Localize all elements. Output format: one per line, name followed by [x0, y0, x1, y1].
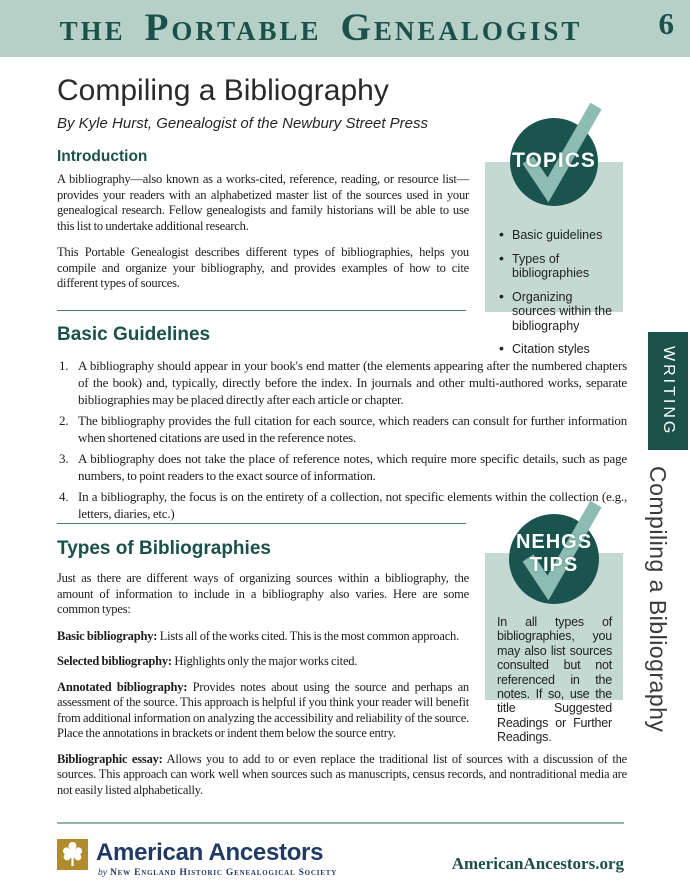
- introduction-paragraph-2: This Portable Genealogist describes different types of bibliographies, helps you compile and organize your bibliography, and provides examples of how to cite different types of sources.: [57, 245, 469, 290]
- type-description: Provides notes about using the source and perhaps an assessment of the source. This approach is helpful if you think your reader will benefit from additional information on analyzing the accessibility and reliability of the source. Place the annotations in brackets or indent them below the source entry.: [57, 679, 469, 740]
- nehgs-tips-badge-label: NEHGS TIPS: [515, 531, 593, 576]
- page-title: Compiling a Bibliography: [57, 74, 389, 107]
- type-entry-bibliographic-essay: [57, 752, 627, 799]
- topics-badge-label: TOPICS: [512, 149, 596, 172]
- type-entry-basic: [57, 629, 469, 645]
- section-divider: [57, 523, 466, 524]
- type-term: Selected bibliography:: [57, 654, 172, 668]
- oak-leaf-icon: [57, 839, 88, 870]
- guideline-item: A bibliography does not take the place of reference notes, which require more specific details, such as page numbers, to point readers to the exact source of information.: [78, 451, 627, 483]
- masthead-word-portable: PORTABLE: [144, 6, 322, 49]
- vertical-document-title: Compiling a Bibliography: [645, 466, 671, 733]
- type-entry-selected: [57, 654, 469, 670]
- type-term: Annotated bibliography:: [57, 679, 188, 694]
- topics-list-item: • Basic guidelines: [499, 228, 613, 243]
- category-tab: [648, 332, 688, 450]
- introduction-paragraph-1: A bibliography—also known as a works-cited, reference, reading, or resource list—provides your readers with an alphabetized master list of the sources used in your genealogical research. Fellow genealogists and family historians will be able to use this list to undertake additional research.: [57, 172, 469, 233]
- introduction-heading: Introduction: [57, 148, 148, 165]
- issue-number: 6: [658, 6, 674, 41]
- section-divider: [57, 310, 466, 311]
- type-entry-annotated: [57, 680, 469, 742]
- topics-list-item: • Citation styles: [499, 342, 613, 357]
- types-intro-paragraph: Just as there are different ways of organizing sources within a bibliography, the amount of information to include in a bibliography also varies. Here are some common types:: [57, 571, 469, 616]
- masthead-banner: [0, 0, 690, 57]
- type-term: Bibliographic essay:: [57, 751, 163, 766]
- footer-divider: [57, 822, 624, 824]
- brand-name: American Ancestors: [96, 839, 324, 866]
- topics-list-item: • Types of bibliographies: [499, 252, 613, 281]
- website-link[interactable]: AmericanAncestors.org: [451, 854, 624, 873]
- byline: By Kyle Hurst, Genealogist of the Newbury Street Press: [57, 115, 428, 132]
- section-introduction: [57, 148, 469, 303]
- type-term: Basic bibliography:: [57, 628, 158, 643]
- type-description: Lists all of the works cited. This is the most common approach.: [159, 628, 460, 643]
- topics-list-item: • Organizing sources within the bibliography: [499, 290, 613, 334]
- type-description: Allows you to add to or even replace the traditional list of sources with a discussion of the sources. This approach can work well when sources such as manuscripts, census records, and nontraditional media are not easily listed alphabetically.: [57, 751, 627, 797]
- basic-guidelines-heading: Basic Guidelines: [57, 324, 211, 345]
- masthead-title: [0, 0, 642, 57]
- category-tab-label: WRITING: [660, 345, 677, 437]
- masthead-word-genealogist: GENEALOGIST: [340, 6, 583, 49]
- guideline-item: A bibliography should appear in your book's end matter (the elements appearing after the numbered chapters of the book) and, typically, directly before the index. In journals and other multi-authored works, separate bibliographies may be placed directly after each article or chapter.: [78, 358, 627, 407]
- nehgs-tips-text: In all types of bibliographies, you may also list sources consulted but not referenced in the notes. If so, use the title Suggested Readings or Further Readings.: [497, 615, 612, 745]
- guideline-item: The bibliography provides the full citation for each source, which readers can consult for further information when shortened citations are used in the reference notes.: [78, 413, 627, 445]
- guideline-item: In a bibliography, the focus is on the entirety of a collection, not specific elements within the collection (e.g., letters, diaries, etc.): [78, 489, 627, 521]
- type-description: Highlights only the major works cited.: [174, 654, 358, 668]
- masthead-word-the: THE: [59, 16, 126, 46]
- brand-subtitle: by New England Historic Genealogical Society: [98, 868, 338, 878]
- types-heading: Types of Bibliographies: [57, 538, 271, 559]
